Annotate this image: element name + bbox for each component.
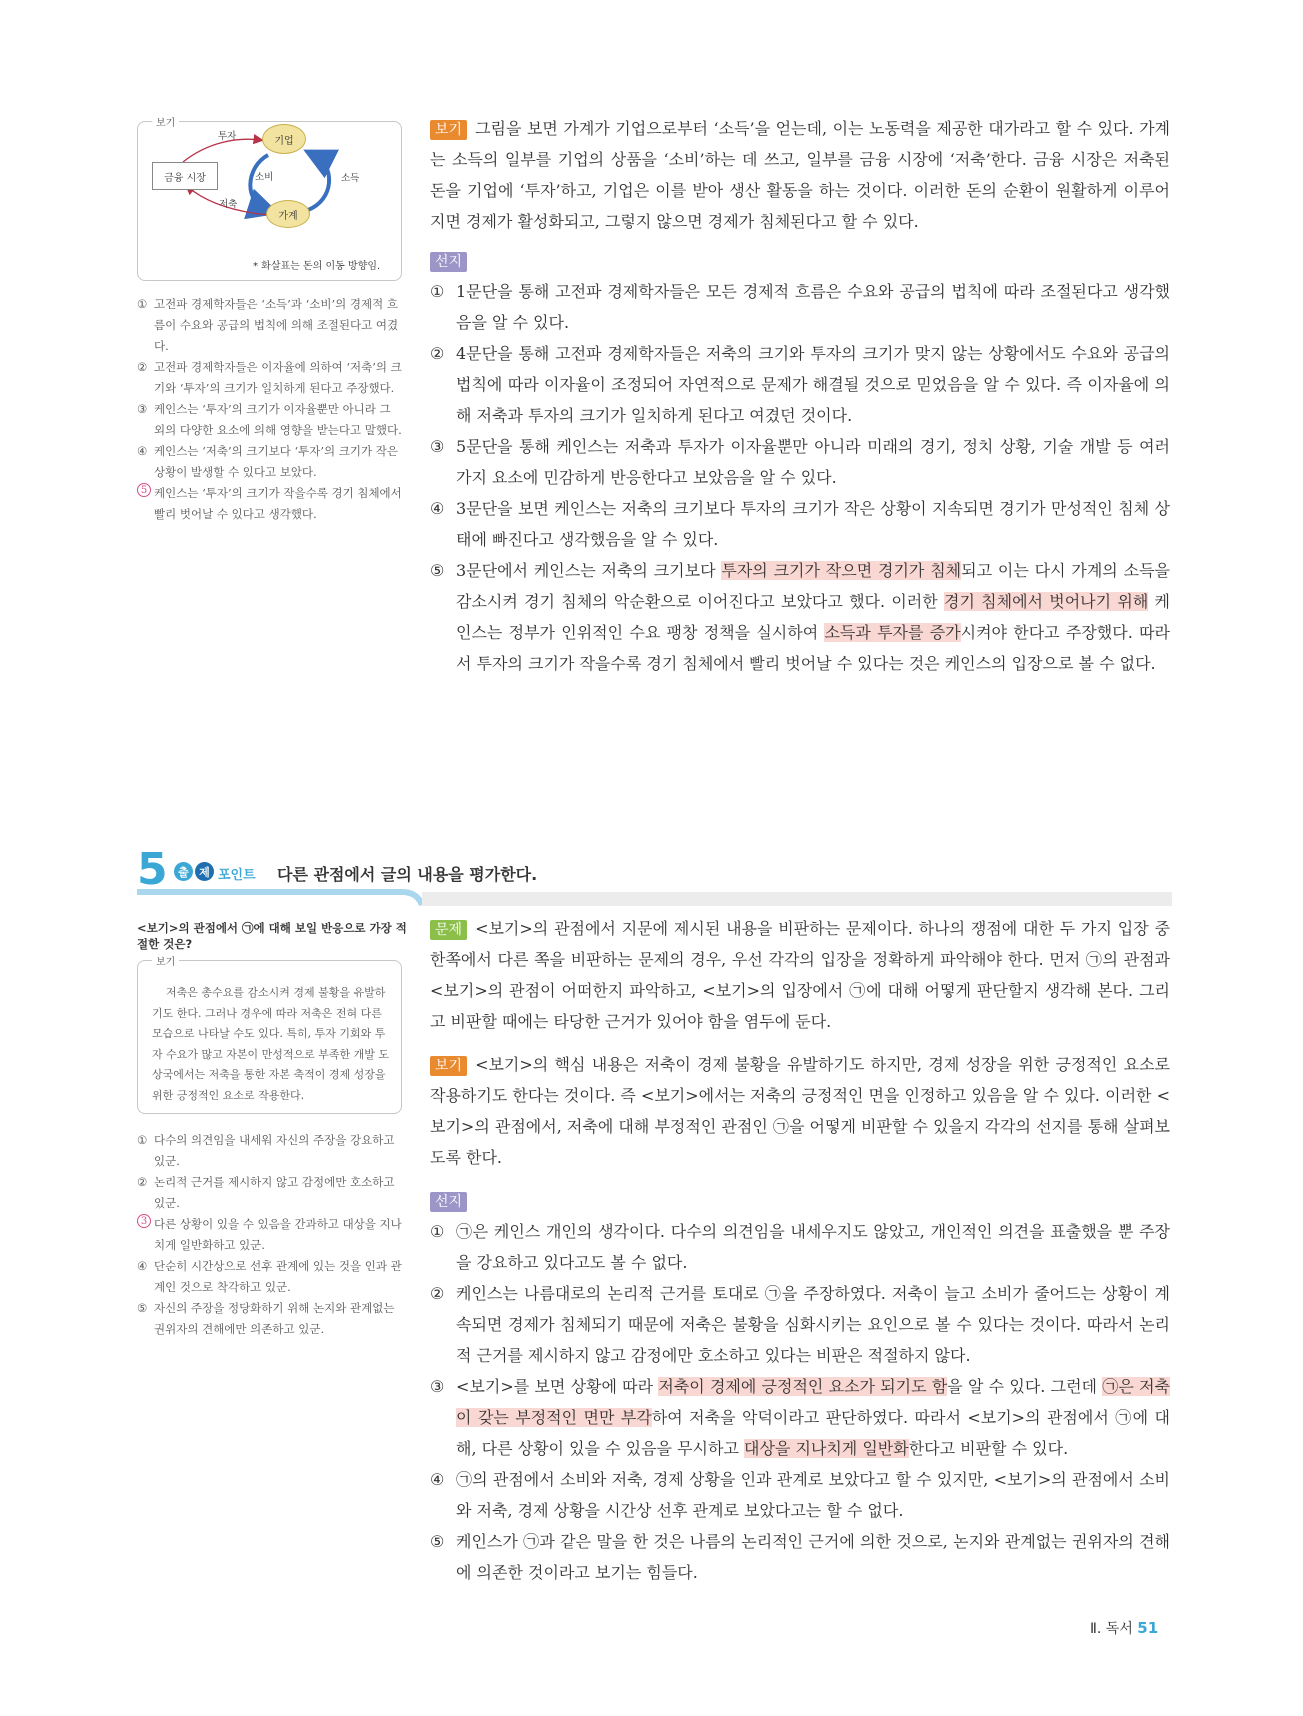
option-number: ① [137, 297, 148, 311]
explanation-part-1 [430, 113, 1170, 679]
badge-je: 제 [195, 862, 214, 881]
option-text: 케인스는 ‘투자’의 크기가 작을수록 경기 침체에서 빨리 벗어날 수 있다고 생각했다. [154, 486, 402, 521]
highlight: 투자의 크기가 작으면 경기가 침체 [721, 561, 962, 580]
choice-number: ⑤ [430, 561, 445, 580]
choice-text: 하여 저축을 악덕이라고 판단하였다. 따라서 <보기>의 관점에서 ㉠에 대해, 다른 상황이 있을 수 있음을 무시하고 [456, 1408, 1170, 1458]
bogi-box-2 [137, 957, 402, 1114]
diagram-note: * 화살표는 돈의 이동 방향임. [253, 261, 381, 272]
page-number: 51 [1137, 1619, 1159, 1637]
list-item [137, 1256, 402, 1298]
choice-number: ③ [430, 437, 445, 456]
highlight: 저축이 경제에 긍정적인 요소가 되기도 함 [658, 1377, 948, 1396]
choice-text: <보기>를 보면 상황에 따라 [456, 1377, 659, 1396]
highlight: 경기 침체에서 벗어나기 위해 [944, 592, 1149, 611]
choice-3 [430, 1371, 1170, 1464]
side-options-2 [137, 1130, 402, 1340]
option-text: 자신의 주장을 정당화하기 위해 논지와 관계없는 권위자의 견해에만 의존하고 있군. [154, 1301, 395, 1336]
firm-node: 기업 [262, 124, 306, 154]
option-text: 고전파 경제학자들은 ‘소득’과 ‘소비’의 경제적 흐름이 수요와 공급의 법칙에 의해 조절된다고 여겼다. [154, 297, 399, 353]
side-options-1 [137, 294, 402, 525]
seonji-header [430, 245, 1170, 276]
save-label: 저축 [219, 199, 238, 210]
bogi-paragraph-2 [430, 1049, 1170, 1173]
list-item [137, 1130, 402, 1172]
choice-text: 을 알 수 있다. 그런데 [947, 1377, 1103, 1396]
choice-4 [430, 1464, 1170, 1526]
list-item-answer [137, 483, 402, 525]
bogi-text: 그림을 보면 가계가 기업으로부터 ‘소득’을 얻는데, 이는 노동력을 제공한 대가라고 할 수 있다. 가계는 소득의 일부를 기업의 상품을 ‘소비’하는 데 쓰고, 일부를 금융 시장에 ‘저축’한다. 금융 시장은 저축된 돈을 기업에 ‘투자’하고, 기업은 이를 받아 생산 활동을 하는 것이다. 이러한 돈의 순환이 원활하게 이루어지면 경제가 활성화되고, 그렇지 않으면 경제가 침체된다고 할 수 있다. [430, 119, 1170, 231]
choice-number: ① [430, 282, 445, 301]
seonji-tag: 선지 [430, 1192, 467, 1212]
option-text: 케인스는 ‘저축’의 크기보다 ‘투자’의 크기가 작은 상황이 발생할 수 있다고 보았다. [154, 444, 398, 479]
bogi-box-text: 저축은 총수요를 감소시켜 경제 불황을 유발하기도 한다. 그러나 경우에 따라 저축은 전혀 다른 모습으로 나타날 수도 있다. 특히, 투자 기회와 투자 수요가 많고 자본이 만성적으로 부족한 개발 도상국에서는 저축을 통한 자본 축적이 경제 성장을 위한 긍정적인 요소로 작용한다. [152, 986, 389, 1102]
bogi-diagram-box [137, 118, 402, 281]
income-label: 소득 [341, 173, 360, 184]
choice-text: 시켜야 한다고 주장했다. 따라서 투자의 크기가 작을수록 경기 침체에서 빨리 벗어날 수 있다는 것은 케인스의 입장으로 볼 수 없다. [456, 623, 1170, 673]
list-item [137, 357, 402, 399]
choice-2 [430, 1278, 1170, 1371]
highlight: 대상을 지나치게 일반화 [743, 1439, 909, 1458]
choice-text: 케인스가 ㉠과 같은 말을 한 것은 나름의 논리적인 근거에 의한 것으로, 논지와 관계없는 권위자의 견해에 의존한 것이라고 보기는 힘들다. [456, 1532, 1170, 1582]
choice-text: 5문단을 통해 케인스는 저축과 투자가 이자율뿐만 아니라 미래의 경기, 정치 상황, 기술 개발 등 여러 가지 요소에 민감하게 반응한다고 보았음을 알 수 있다. [456, 437, 1170, 487]
munje-text: <보기>의 관점에서 지문에 제시된 내용을 비판하는 문제이다. 하나의 쟁점에 대한 두 가지 입장 중 한쪽에서 다른 쪽을 비판하는 문제의 경우, 우선 각각의 입장을 정확하게 파악해야 한다. 먼저 ㉠의 관점과 <보기>의 관점이 어떠한지 파악하고, <보기>의 입장에서 ㉠에 대해 어떻게 판단할지 생각해 본다. 그리고 비판할 때에는 타당한 근거가 있어야 함을 염두에 둔다. [430, 919, 1170, 1031]
choice-number: ⑤ [430, 1532, 445, 1551]
option-number: ② [137, 360, 148, 374]
invest-label: 투자 [218, 131, 237, 142]
option-number: ④ [137, 1259, 148, 1273]
diagram-box-label: 보기 [152, 114, 179, 129]
option-number: ② [137, 1175, 148, 1189]
choice-3 [430, 431, 1170, 493]
choice-5 [430, 555, 1170, 679]
choice-text: ㉠의 관점에서 소비와 저축, 경제 상황을 인과 관계로 보았다고 할 수 있지만, <보기>의 관점에서 소비와 저축, 경제 상황을 시간상 선후 관계로 보았다고는 할 수 없다. [456, 1470, 1170, 1520]
answer-mark: 5 [137, 483, 151, 497]
page-footer [1090, 1618, 1158, 1638]
choice-number: ② [430, 1284, 445, 1303]
consume-label: 소비 [255, 172, 274, 183]
bogi-tag: 보기 [430, 120, 467, 140]
option-number: ④ [137, 444, 148, 458]
option-text: 케인스는 ‘투자’의 크기가 이자율뿐만 아니라 그 외의 다양한 요소에 의해 영향을 받는다고 말했다. [154, 402, 402, 437]
financial-market-node: 금융 시장 [152, 162, 218, 190]
choice-number: ① [430, 1222, 445, 1241]
bogi-expl-text: <보기>의 핵심 내용은 저축이 경제 불황을 유발하기도 하지만, 경제 성장을 위한 긍정적인 요소로 작용하기도 한다는 것이다. 즉 <보기>에서는 저축의 긍정적인 면을 인정하고 있음을 알 수 있다. 이러한 <보기>의 관점에서, 저축에 대해 부정적인 관점인 ㉠을 어떻게 비판할 수 있을지 각각의 선지를 통해 살펴보도록 한다. [430, 1055, 1170, 1167]
choice-text: ㉠은 케인스 개인의 생각이다. 다수의 의견임을 내세우지도 않았고, 개인적인 의견을 표출했을 뿐 주장을 강요하고 있다고도 볼 수 없다. [456, 1222, 1170, 1272]
option-text: 다수의 의견임을 내세워 자신의 주장을 강요하고 있군. [154, 1133, 395, 1168]
bogi-paragraph [430, 113, 1170, 237]
bogi-box-label: 보기 [152, 953, 179, 968]
question-text: <보기>의 관점에서 ㉠에 대해 보일 반응으로 가장 적절한 것은? [137, 921, 407, 951]
list-item-answer [137, 1214, 402, 1256]
point-label: 포인트 [218, 868, 256, 883]
option-text: 다른 상황이 있을 수 있음을 간과하고 대상을 지나치게 일반화하고 있군. [154, 1217, 402, 1252]
choice-1 [430, 276, 1170, 338]
choice-number: ④ [430, 1470, 445, 1489]
section-title: 다른 관점에서 글의 내용을 평가한다. [277, 865, 538, 884]
choice-text: 케인스는 나름대로의 논리적 근거를 토대로 ㉠을 주장하였다. 저축이 늘고 소비가 줄어드는 상황이 계속되면 경제가 침체되기 때문에 저축은 불황을 심화시키는 요인으로 볼 수 있다는 것이다. 따라서 논리적 근거를 제시하지 않고 감정에만 호소하고 있다는 비판은 적절하지 않다. [456, 1284, 1170, 1365]
highlight: 소득과 투자를 증가 [824, 623, 961, 642]
choice-text: 3문단을 보면 케인스는 저축의 크기보다 투자의 크기가 작은 상황이 지속되면 경기가 만성적인 침체 상태에 빠진다고 생각했음을 알 수 있다. [456, 499, 1170, 549]
choice-text: 케인스는 정부가 인위적인 수요 팽창 정책을 실시하여 [456, 592, 1171, 642]
option-text: 논리적 근거를 제시하지 않고 감정에만 호소하고 있군. [154, 1175, 395, 1210]
option-number: ⑤ [137, 1301, 148, 1315]
answer-mark: 3 [137, 1214, 151, 1228]
section-number: 5 [137, 844, 168, 895]
choice-number: ④ [430, 499, 445, 518]
list-item [137, 1298, 402, 1340]
munje-paragraph [430, 913, 1170, 1037]
choice-5 [430, 1526, 1170, 1588]
list-item [137, 1172, 402, 1214]
choice-number: ③ [430, 1377, 445, 1396]
list-item [137, 399, 402, 441]
section-divider [137, 884, 1172, 906]
seonji-tag: 선지 [430, 252, 467, 272]
seonji-header-2 [430, 1185, 1170, 1216]
option-text: 단순히 시간상으로 선후 관계에 있는 것을 인과 관계인 것으로 착각하고 있군. [154, 1259, 402, 1294]
highlight: ㉠은 저축이 갖는 부정적인 면만 부각 [456, 1377, 1170, 1427]
option-number: ③ [137, 402, 148, 416]
footer-section: Ⅱ. 독서 [1090, 1621, 1133, 1637]
explanation-part-2 [430, 913, 1170, 1588]
choice-text: 4문단을 통해 고전파 경제학자들은 저축의 크기와 투자의 크기가 맞지 않는 상황에서도 수요와 공급의 법칙에 따라 이자율이 조정되어 자연적으로 문제가 해결될 것으로 믿었음을 알 수 있다. 즉 이자율에 의해 저축과 투자의 크기가 일치하게 된다고 여겼던 것이다. [456, 344, 1170, 425]
munje-tag: 문제 [430, 920, 467, 940]
choice-text: 3문단에서 케인스는 저축의 크기보다 [456, 561, 722, 580]
list-item [137, 294, 402, 357]
choice-4 [430, 493, 1170, 555]
choice-1 [430, 1216, 1170, 1278]
choice-text: 1문단을 통해 고전파 경제학자들은 모든 경제적 흐름은 수요와 공급의 법칙에 따라 조절된다고 생각했음을 알 수 있다. [456, 282, 1170, 332]
badge-chul: 출 [174, 862, 193, 881]
choice-number: ② [430, 344, 445, 363]
bogi-tag: 보기 [430, 1056, 467, 1076]
option-number: ① [137, 1133, 148, 1147]
list-item [137, 441, 402, 483]
household-node: 가계 [266, 200, 310, 228]
option-text: 고전파 경제학자들은 이자율에 의하여 ‘저축’의 크기와 ‘투자’의 크기가 일치하게 된다고 주장했다. [154, 360, 402, 395]
choice-text: 되고 이는 다시 가계의 소득을 감소시켜 경기 침체의 악순환으로 이어진다고 보았다고 했다. 이러한 [456, 561, 1170, 611]
choice-2 [430, 338, 1170, 431]
choice-text: 한다고 비판할 수 있다. [908, 1439, 1069, 1458]
